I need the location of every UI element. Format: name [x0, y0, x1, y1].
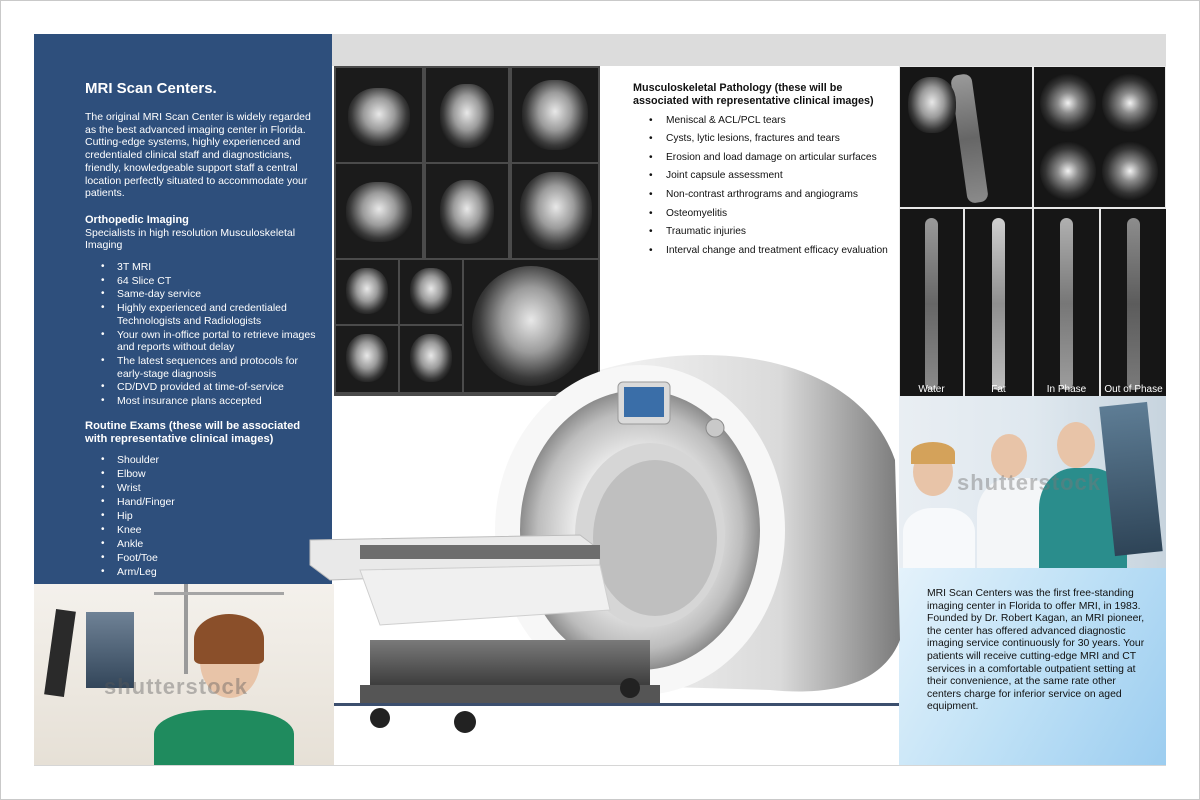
list-item: • Same-day service [85, 288, 317, 301]
spine-water-image [900, 209, 963, 396]
routine-exams-heading: Routine Exams (these will be associated with representative clinical images) [85, 419, 301, 445]
knee-mri-image [400, 260, 462, 324]
knee-mri-image [426, 164, 508, 258]
routine-exams-list [85, 454, 317, 578]
list-item: • Knee [85, 524, 317, 537]
knee-mri-image [426, 68, 508, 162]
list-item: • Traumatic injuries [633, 226, 893, 238]
list-item: • Elbow [85, 468, 317, 481]
list-item: • Meniscal & ACL/PCL tears [633, 115, 893, 127]
intro-paragraph: The original MRI Scan Center is widely regarded as the best advanced imaging center in Florida. Cutting-edge systems, highly experienced and credentialed clinical staff and diagnosticians, friendly, knowledgeable support staff a central location perfectly situated to accommodate your patients. [85, 111, 311, 200]
bottom-rule [34, 765, 1166, 766]
list-item: • Erosion and load damage on articular surfaces [633, 152, 893, 164]
knee-mri-image [336, 260, 398, 324]
list-item: • CD/DVD provided at time-of-service [85, 381, 317, 394]
orthopedic-heading: Orthopedic Imaging [85, 213, 189, 226]
knee-mri-image [336, 164, 422, 258]
patient-body [154, 710, 294, 766]
doctor-head [1057, 422, 1095, 468]
top-gray-strip [332, 34, 1166, 66]
list-item: • Osteomyelitis [633, 208, 893, 220]
list-item: • Ankle [85, 538, 317, 551]
doctor-figure [903, 508, 975, 568]
spine-fat-image [965, 209, 1032, 396]
orthopedic-subheading: Specialists in high resolution Musculoskeletal Imaging [85, 226, 296, 252]
mri-machine-illustration [300, 340, 900, 760]
list-item: • Arm/Leg [85, 566, 317, 579]
list-item: • Non-contrast arthrograms and angiograms [633, 189, 893, 201]
watermark-text: shutterstock [957, 470, 1102, 495]
list-item: • Highly experienced and credentialed Technologists and Radiologists [85, 302, 317, 327]
list-item: • Shoulder [85, 454, 317, 467]
spine-mri-collage [899, 66, 1166, 396]
pathology-list [633, 115, 893, 257]
list-item: • The latest sequences and protocols for early-stage diagnosis [85, 355, 317, 380]
knee-mri-image [336, 68, 422, 162]
spine-label-out-of-phase: Out of Phase [1104, 384, 1163, 395]
watermark-text: shutterstock [104, 674, 249, 699]
page-title: MRI Scan Centers. [85, 80, 217, 97]
list-item: • Wrist [85, 482, 317, 495]
patient-photo [34, 584, 334, 766]
left-panel-content [85, 80, 317, 590]
list-item: • Most insurance plans accepted [85, 395, 317, 408]
doctors-photo [899, 396, 1166, 568]
left-info-panel [34, 34, 332, 584]
spine-sagittal-image [900, 67, 1032, 207]
list-item: • 3T MRI [85, 261, 317, 274]
list-item: • Foot/Toe [85, 552, 317, 565]
about-paragraph: MRI Scan Centers was the first free-standing imaging center in Florida to offer MRI, in 1983. Founded by Dr. Robert Kagan, an MRI pioneer, the center has offered advanced diagnostic imaging service continuously for 30 years. Your patients will receive cutting-edge MRI and CT services in a comfortable outpatient setting at their convenience, at the same rate other centers charge for inferior service on aged equipment. [927, 588, 1145, 713]
list-item: • Cysts, lytic lesions, fractures and tears [633, 133, 893, 145]
spine-label-in-phase: In Phase [1046, 384, 1087, 395]
spine-label-fat: Fat [991, 384, 1006, 395]
list-item: • Your own in-office portal to retrieve images and reports without delay [85, 329, 317, 354]
spine-label-water: Water [918, 384, 945, 395]
list-item: • 64 Slice CT [85, 275, 317, 288]
spine-outphase-image [1101, 209, 1166, 396]
list-item: • Hip [85, 510, 317, 523]
list-item: • Joint capsule assessment [633, 170, 893, 182]
xray-film [44, 609, 76, 697]
spine-inphase-image [1034, 209, 1099, 396]
pathology-heading: Musculoskeletal Pathology (these will be associated with representative clinical images) [633, 82, 874, 107]
list-item: • Hand/Finger [85, 496, 317, 509]
knee-mri-image [512, 164, 598, 258]
pathology-section [633, 82, 893, 263]
knee-mri-image [512, 68, 598, 162]
orthopedic-list [85, 261, 317, 408]
divider-line [334, 703, 899, 706]
list-item: • Interval change and treatment efficacy evaluation [633, 245, 893, 257]
about-box [899, 568, 1166, 766]
spine-axial-grid [1034, 67, 1165, 207]
